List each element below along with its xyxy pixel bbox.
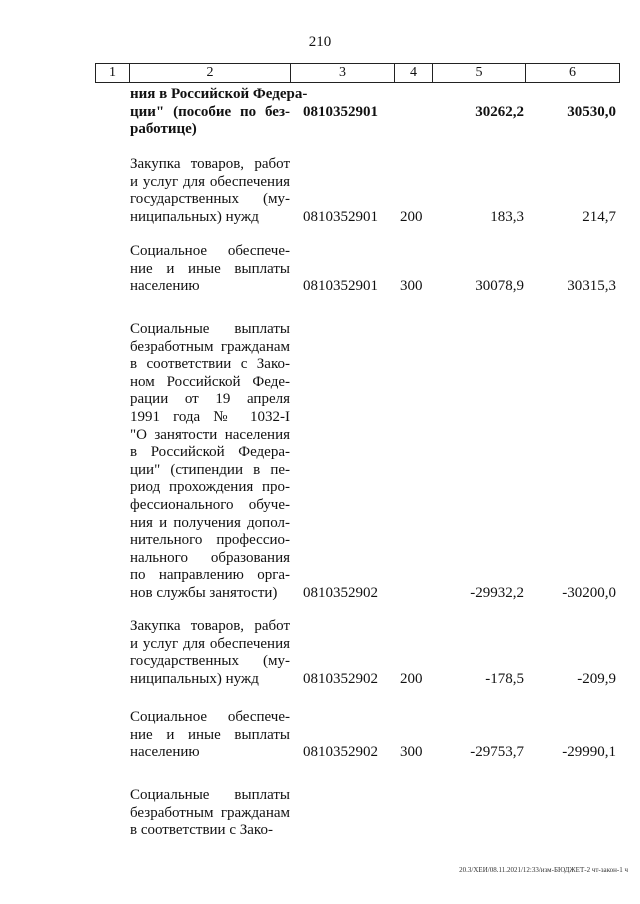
row-name-line: нального образования	[130, 549, 290, 566]
row-name	[130, 709, 290, 762]
row-name-line: безработным гражданам	[130, 804, 290, 821]
row-name	[130, 156, 290, 226]
column-header-5: 5	[433, 64, 526, 82]
row-name-line: ниципальных) нужд	[130, 208, 259, 225]
row-name-line: нов службы занятости)	[130, 584, 278, 601]
row-name-line: Закупка товаров, работ	[130, 618, 290, 634]
row-name-line: Социальное обеспече-	[130, 709, 290, 725]
table-header	[95, 63, 620, 83]
row-name	[130, 321, 290, 603]
column-header-6: 6	[569, 65, 576, 80]
row-name-line: безработным гражданам	[130, 338, 290, 355]
row-name-line: "О занятости населения	[130, 426, 290, 443]
row-code: 0810352901	[303, 278, 378, 295]
row-value-6: -29990,1	[562, 744, 616, 761]
row-name-line: и услуг для обеспечения	[130, 173, 290, 190]
row-name-line: ния и получения допол-	[130, 514, 290, 531]
row-name-line: населению	[130, 744, 200, 761]
row-name-line: риод прохождения про-	[130, 479, 290, 496]
row-name-line: 1991 года № 1032-I	[130, 408, 290, 425]
row-name-line: ции" (стипендии в пе-	[130, 461, 290, 478]
row-value-6: 214,7	[582, 208, 616, 225]
row-name-line: ном Российской Феде-	[130, 373, 290, 390]
row-expense-kind: 300	[400, 744, 423, 761]
row-name-line: Социальные выплаты	[130, 787, 290, 803]
row-code: 0810352901	[303, 103, 378, 120]
row-name-line: в соответствии с Зако-	[130, 822, 273, 839]
row-name-line: населению	[130, 278, 200, 295]
column-header-1: 1	[96, 64, 130, 82]
row-code: 0810352902	[303, 585, 378, 601]
row-value-6: 30530,0	[567, 103, 616, 120]
row-name-line: фессионального обуче-	[130, 496, 290, 513]
row-name-line: и услуг для обеспечения	[130, 635, 290, 652]
row-name-line: Социальные выплаты	[130, 321, 290, 337]
row-value-5: 183,3	[490, 208, 524, 225]
row-name-line: Закупка товаров, работ	[130, 156, 290, 172]
row-name-line: ние и иные выплаты	[130, 260, 290, 277]
row-code: 0810352901	[303, 208, 378, 225]
row-name-line: ния в Российской Федера-	[130, 86, 308, 102]
column-header-2: 2	[130, 64, 291, 82]
row-name-line: в соответствии с Зако-	[130, 356, 290, 373]
row-code: 0810352902	[303, 670, 378, 687]
row-value-5: -29753,7	[470, 744, 524, 761]
column-header-3: 3	[291, 64, 395, 82]
row-value-5: 30078,9	[475, 278, 524, 295]
row-value-5: 30262,2	[475, 103, 524, 120]
row-expense-kind: 300	[400, 278, 423, 295]
page-number: 210	[308, 34, 332, 50]
row-name-line: ции" (пособие по без-	[130, 103, 290, 120]
row-name	[130, 787, 290, 840]
row-name-line: по направлению орга-	[130, 567, 290, 584]
row-name-line: государственных (му-	[130, 653, 290, 670]
row-name	[130, 86, 308, 139]
row-value-6: 30315,3	[567, 278, 616, 295]
row-name	[130, 243, 290, 296]
row-expense-kind: 200	[400, 208, 423, 225]
footer-stamp: 20.3/ХЕИ/08.11.2021/12:33/изм-БЮДЖЕТ-2 чт-закон-1 ч	[459, 866, 628, 874]
row-name-line: ниципальных) нужд	[130, 670, 259, 687]
row-name-line: в Российской Федера-	[130, 444, 290, 461]
row-name-line: государственных (му-	[130, 191, 290, 208]
row-name-line: работице)	[130, 121, 197, 138]
row-name-line: Социальное обеспече-	[130, 243, 290, 259]
row-name-line: нительного профессио-	[130, 532, 290, 549]
row-expense-kind: 200	[400, 670, 423, 687]
row-value-5: -29932,2	[470, 585, 524, 601]
row-name	[130, 618, 290, 688]
row-code: 0810352902	[303, 744, 378, 761]
row-value-6: -30200,0	[562, 585, 616, 601]
row-name-line: рации от 19 апреля	[130, 391, 290, 408]
column-header-4: 4	[395, 64, 433, 82]
row-name-line: ние и иные выплаты	[130, 726, 290, 743]
row-value-6: -209,9	[577, 670, 616, 687]
row-value-5: -178,5	[485, 670, 524, 687]
